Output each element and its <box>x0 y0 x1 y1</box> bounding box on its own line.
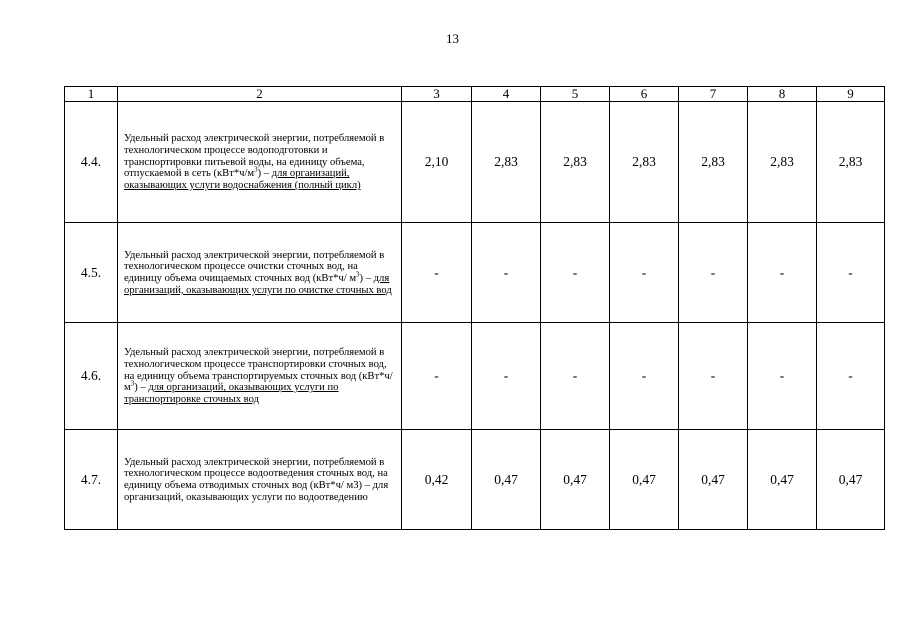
column-header: 4 <box>472 87 541 102</box>
column-header: 7 <box>679 87 748 102</box>
row-description <box>118 323 402 430</box>
value-cell: - <box>541 223 610 323</box>
page-number: 13 <box>446 31 459 46</box>
value-cell: - <box>472 223 541 323</box>
column-header: 8 <box>748 87 817 102</box>
row-number: 4.6. <box>65 323 118 430</box>
value-cell: - <box>817 223 885 323</box>
description-text: Удельный расход электрической энергии, потребляемой в технологическом процессе водоподготовки и транспортировки питьевой воды, на единицу объема, отпускаемой в сеть (кВт*ч/м <box>124 133 385 180</box>
value-cell: 0,47 <box>541 430 610 530</box>
value-cell: 2,83 <box>679 102 748 223</box>
column-header: 9 <box>817 87 885 102</box>
value-cell: 2,83 <box>472 102 541 223</box>
value-cell: - <box>610 223 679 323</box>
superscript: 3 <box>130 379 135 388</box>
row-description <box>118 430 402 530</box>
value-cell: - <box>679 223 748 323</box>
row-number: 4.4. <box>65 102 118 223</box>
table-row <box>65 323 885 430</box>
table-row <box>65 102 885 223</box>
description-text: Удельный расход электрической энергии, потребляемой в технологическом процессе транспортировки сточных вод, на единицу объема транспортируемых сточных вод (кВт*ч/ м <box>124 347 393 394</box>
description-text: ) – <box>134 382 149 394</box>
value-cell: - <box>748 223 817 323</box>
value-cell: - <box>610 323 679 430</box>
description-underlined: для организаций, оказывающих услуги по транспортировке сточных вод <box>124 382 339 406</box>
description-underlined: для организаций, оказывающих услуги по очистке сточных вод <box>124 273 392 296</box>
value-cell: 0,47 <box>817 430 885 530</box>
value-cell: - <box>541 323 610 430</box>
column-header: 6 <box>610 87 679 102</box>
value-cell: 0,47 <box>748 430 817 530</box>
column-number-row <box>65 87 885 102</box>
value-cell: - <box>402 323 472 430</box>
value-cell: 2,83 <box>817 102 885 223</box>
description-text: Удельный расход электрической энергии, потребляемой в технологическом процессе очистки сточных вод, на единицу объема очищаемых сточных вод (кВт*ч/ м <box>124 249 385 284</box>
indicators-table <box>64 86 885 530</box>
description-underlined: для организаций, оказывающих услуги водоснабжения (полный цикл) <box>124 168 361 192</box>
superscript: 3 <box>254 165 258 174</box>
value-cell: - <box>679 323 748 430</box>
row-description <box>118 102 402 223</box>
value-cell: - <box>748 323 817 430</box>
description-text: Удельный расход электрической энергии, потребляемой в технологическом процессе водоотведения сточных вод, на единицу объема отводимых сточных вод (кВт*ч/ м3) – для организаций, оказывающих услуги по водоотведению <box>124 456 389 503</box>
value-cell: 2,83 <box>541 102 610 223</box>
column-header: 5 <box>541 87 610 102</box>
row-number: 4.7. <box>65 430 118 530</box>
superscript: 3 <box>356 270 360 279</box>
row-description <box>118 223 402 323</box>
table-row <box>65 223 885 323</box>
value-cell: 0,47 <box>472 430 541 530</box>
description-text: ) – <box>359 273 374 284</box>
value-cell: - <box>817 323 885 430</box>
description-text: ) – <box>257 168 272 180</box>
table-row <box>65 430 885 530</box>
value-cell: 0,42 <box>402 430 472 530</box>
value-cell: 0,47 <box>610 430 679 530</box>
value-cell: - <box>402 223 472 323</box>
column-header: 1 <box>65 87 118 102</box>
value-cell: - <box>472 323 541 430</box>
value-cell: 2,83 <box>748 102 817 223</box>
column-header: 2 <box>118 87 402 102</box>
row-number: 4.5. <box>65 223 118 323</box>
value-cell: 2,83 <box>610 102 679 223</box>
value-cell: 2,10 <box>402 102 472 223</box>
column-header: 3 <box>402 87 472 102</box>
value-cell: 0,47 <box>679 430 748 530</box>
